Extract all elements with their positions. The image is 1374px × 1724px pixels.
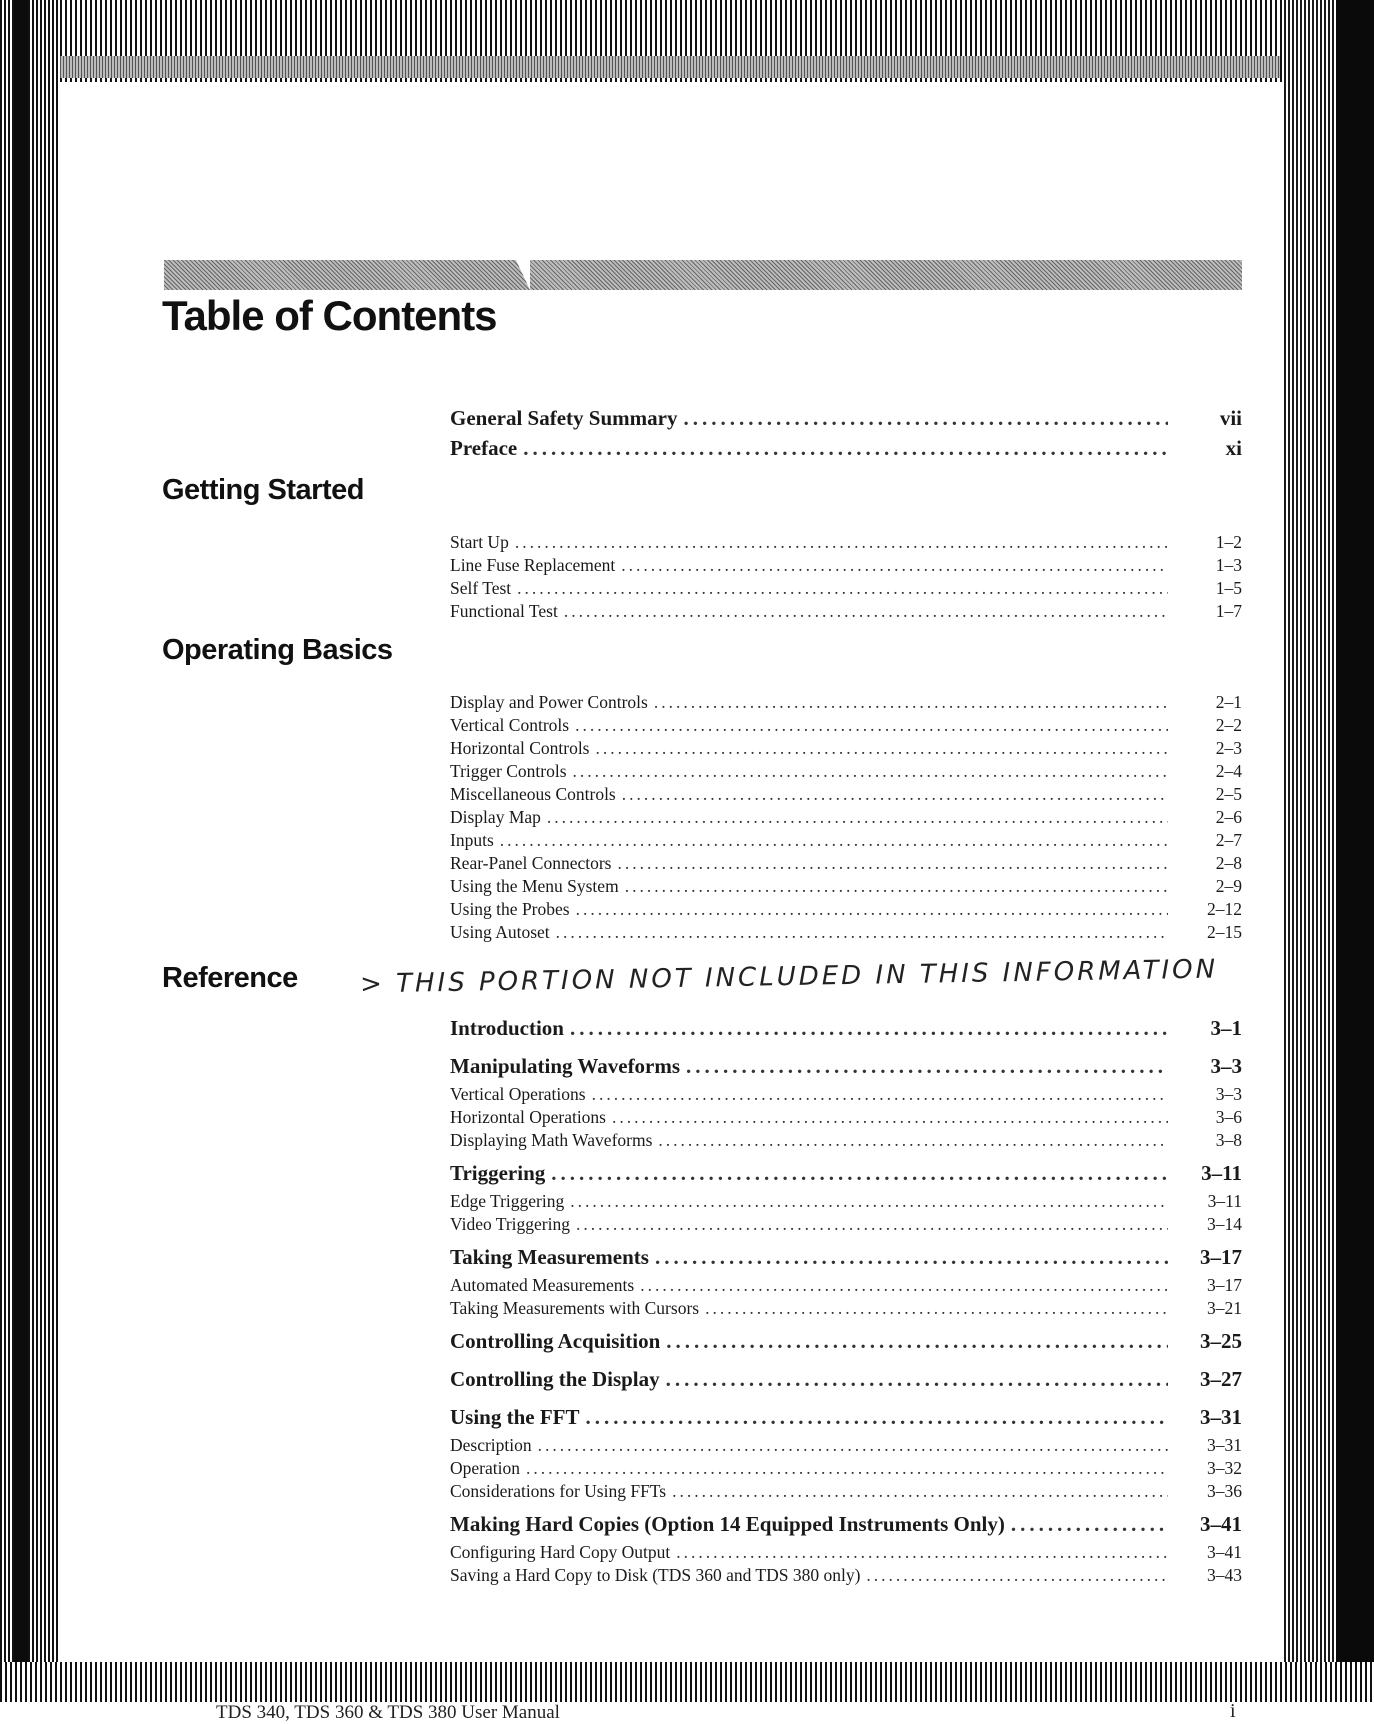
- toc-entry-page: 3–36: [1207, 1481, 1242, 1501]
- leader-dots: [551, 1161, 1168, 1186]
- toc-entry-title: Inputs: [450, 830, 494, 850]
- toc-entry-page: 2–7: [1215, 830, 1242, 850]
- leader-dots: [564, 601, 1168, 622]
- header-rule: [164, 260, 1242, 290]
- toc-entry-title: Operation: [450, 1458, 520, 1478]
- footer-page-number: i: [1230, 1700, 1236, 1722]
- toc-entry-page: 3–14: [1207, 1214, 1242, 1234]
- leader-dots: [523, 436, 1168, 461]
- toc-entry-title: Horizontal Operations: [450, 1107, 606, 1127]
- toc-entry-title: Taking Measurements: [450, 1245, 649, 1269]
- toc-entry-page: 2–6: [1215, 807, 1242, 827]
- toc-entry-page: 1–7: [1215, 601, 1242, 621]
- toc-entry: [450, 692, 1242, 715]
- toc-entry-sub: [450, 1130, 1242, 1153]
- toc-entry-page: 2–8: [1215, 853, 1242, 873]
- toc-entry-page: 2–3: [1215, 738, 1242, 758]
- getting-started-list: [450, 532, 1242, 624]
- leader-dots: [556, 922, 1168, 943]
- toc-entry-major: [450, 1245, 1242, 1275]
- toc-entry-title: Functional Test: [450, 601, 558, 621]
- scan-border-bottom: [0, 1662, 1374, 1702]
- toc-entry-major: [450, 1161, 1242, 1191]
- toc-entry-title: Triggering: [450, 1161, 546, 1185]
- leader-dots: [666, 1329, 1168, 1354]
- leader-dots: [640, 1275, 1168, 1296]
- toc-entry-page: vii: [1219, 406, 1242, 430]
- section-heading-reference: Reference: [162, 962, 298, 994]
- toc-entry-title: Miscellaneous Controls: [450, 784, 616, 804]
- toc-entry-page: 3–27: [1200, 1367, 1242, 1391]
- toc-entry: [450, 532, 1242, 555]
- toc-entry: [450, 784, 1242, 807]
- toc-entry-title: Introduction: [450, 1016, 564, 1040]
- toc-entry: [450, 406, 1242, 436]
- toc-entry: [450, 436, 1242, 466]
- toc-entry-title: Start Up: [450, 532, 509, 552]
- page-title: Table of Contents: [162, 292, 497, 339]
- operating-basics-list: [450, 692, 1242, 945]
- toc-entry-sub: [450, 1458, 1242, 1481]
- leader-dots: [547, 807, 1168, 828]
- toc-entry-sub: [450, 1565, 1242, 1588]
- leader-dots: [658, 1130, 1168, 1151]
- toc-entry-title: Preface: [450, 436, 518, 460]
- leader-dots: [500, 830, 1168, 851]
- toc-entry-title: Vertical Controls: [450, 715, 570, 735]
- leader-dots: [654, 692, 1168, 713]
- toc-entry: [450, 853, 1242, 876]
- front-matter-list: [450, 406, 1242, 466]
- toc-entry-page: 2–5: [1215, 784, 1242, 804]
- toc-entry-title: Configuring Hard Copy Output: [450, 1542, 671, 1562]
- toc-entry-page: 2–4: [1215, 761, 1242, 781]
- toc-entry-title: Vertical Operations: [450, 1084, 586, 1104]
- toc-entry-major: [450, 1367, 1242, 1397]
- document-page: [68, 82, 1278, 1723]
- leader-dots: [683, 406, 1168, 431]
- leader-dots: [586, 1405, 1168, 1430]
- toc-entry-title: Controlling the Display: [450, 1367, 660, 1391]
- toc-entry-sub: [450, 1542, 1242, 1565]
- toc-entry-page: 3–11: [1207, 1191, 1242, 1211]
- toc-entry-title: Trigger Controls: [450, 761, 567, 781]
- section-heading-getting-started: Getting Started: [162, 474, 364, 506]
- leader-dots: [666, 1367, 1168, 1392]
- toc-entry-title: Horizontal Controls: [450, 738, 590, 758]
- toc-entry-sub: [450, 1214, 1242, 1237]
- toc-entry-page: xi: [1225, 436, 1242, 460]
- toc-entry-title: Taking Measurements with Cursors: [450, 1298, 700, 1318]
- toc-entry-title: Automated Measurements: [450, 1275, 635, 1295]
- toc-entry-title: Displaying Math Waveforms: [450, 1130, 653, 1150]
- leader-dots: [576, 899, 1168, 920]
- toc-entry-page: 3–32: [1207, 1458, 1242, 1478]
- toc-entry-page: 2–15: [1207, 922, 1242, 942]
- toc-entry-page: 3–11: [1201, 1161, 1242, 1185]
- toc-entry-title: Using the FFT: [450, 1405, 580, 1429]
- toc-entry-title: Display and Power Controls: [450, 692, 648, 712]
- section-heading-operating-basics: Operating Basics: [162, 634, 393, 666]
- toc-entry-major: [450, 1054, 1242, 1084]
- toc-entry-page: 3–1: [1210, 1016, 1242, 1040]
- toc-entry-page: 2–1: [1215, 692, 1242, 712]
- toc-entry-page: 3–31: [1207, 1435, 1242, 1455]
- toc-entry-page: 2–2: [1215, 715, 1242, 735]
- scan-border-left: [0, 0, 60, 1702]
- leader-dots: [538, 1435, 1168, 1456]
- leader-dots: [866, 1565, 1168, 1586]
- toc-entry-sub: [450, 1435, 1242, 1458]
- leader-dots: [596, 738, 1169, 759]
- toc-entry-sub: [450, 1275, 1242, 1298]
- leader-dots: [686, 1054, 1168, 1079]
- toc-entry-major: [450, 1329, 1242, 1359]
- toc-entry: [450, 601, 1242, 624]
- leader-dots: [515, 532, 1168, 553]
- toc-entry: [450, 555, 1242, 578]
- toc-entry-page: 3–17: [1207, 1275, 1242, 1295]
- toc-entry-sub: [450, 1481, 1242, 1504]
- toc-entry: [450, 738, 1242, 761]
- toc-entry-sub: [450, 1107, 1242, 1130]
- toc-entry-page: 3–17: [1200, 1245, 1242, 1269]
- toc-entry-title: Description: [450, 1435, 532, 1455]
- toc-entry-title: Video Triggering: [450, 1214, 570, 1234]
- toc-entry-sub: [450, 1191, 1242, 1214]
- toc-entry-page: 3–3: [1215, 1084, 1242, 1104]
- toc-entry-page: 3–25: [1200, 1329, 1242, 1353]
- toc-entry: [450, 922, 1242, 945]
- leader-dots: [526, 1458, 1168, 1479]
- toc-entry-title: Using the Probes: [450, 899, 570, 919]
- toc-entry-page: 3–3: [1210, 1054, 1242, 1078]
- toc-entry-page: 3–6: [1215, 1107, 1242, 1127]
- toc-entry-page: 3–31: [1200, 1405, 1242, 1429]
- leader-dots: [592, 1084, 1168, 1105]
- toc-entry-page: 3–41: [1200, 1512, 1242, 1536]
- leader-dots: [672, 1481, 1168, 1502]
- toc-entry: [450, 578, 1242, 601]
- toc-entry-title: Considerations for Using FFTs: [450, 1481, 667, 1501]
- toc-entry-page: 1–3: [1215, 555, 1242, 575]
- toc-entry-page: 3–43: [1207, 1565, 1242, 1585]
- leader-dots: [625, 876, 1168, 897]
- toc-entry-sub: [450, 1298, 1242, 1321]
- toc-entry-title: General Safety Summary: [450, 406, 678, 430]
- scan-strip: [60, 56, 1280, 78]
- leader-dots: [576, 1214, 1168, 1235]
- reference-list: [450, 1016, 1242, 1588]
- toc-entry-major: [450, 1405, 1242, 1435]
- toc-entry-page: 1–2: [1215, 532, 1242, 552]
- leader-dots: [517, 578, 1168, 599]
- leader-dots: [655, 1245, 1168, 1270]
- toc-entry: [450, 830, 1242, 853]
- toc-entry: [450, 899, 1242, 922]
- leader-dots: [570, 1191, 1168, 1212]
- toc-entry-title: Line Fuse Replacement: [450, 555, 616, 575]
- toc-entry-title: Using Autoset: [450, 922, 550, 942]
- toc-entry-page: 3–8: [1215, 1130, 1242, 1150]
- leader-dots: [1011, 1512, 1168, 1537]
- leader-dots: [573, 761, 1168, 782]
- toc-entry-page: 1–5: [1215, 578, 1242, 598]
- toc-entry: [450, 876, 1242, 899]
- leader-dots: [575, 715, 1168, 736]
- toc-entry-page: 3–41: [1207, 1542, 1242, 1562]
- leader-dots: [612, 1107, 1168, 1128]
- footer-manual-title: TDS 340, TDS 360 & TDS 380 User Manual: [216, 1702, 560, 1723]
- leader-dots: [621, 555, 1168, 576]
- toc-entry-major: [450, 1512, 1242, 1542]
- toc-entry: [450, 761, 1242, 784]
- toc-entry-page: 3–21: [1207, 1298, 1242, 1318]
- leader-dots: [705, 1298, 1168, 1319]
- leader-dots: [622, 784, 1168, 805]
- toc-entry-title: Controlling Acquisition: [450, 1329, 661, 1353]
- leader-dots: [676, 1542, 1168, 1563]
- leader-dots: [617, 853, 1168, 874]
- toc-entry-title: Making Hard Copies (Option 14 Equipped Instruments Only): [450, 1512, 1005, 1536]
- toc-entry-title: Manipulating Waveforms: [450, 1054, 681, 1078]
- toc-entry-page: 2–9: [1215, 876, 1242, 896]
- toc-entry-title: Saving a Hard Copy to Disk (TDS 360 and TDS 380 only): [450, 1565, 861, 1585]
- toc-entry-major: [450, 1016, 1242, 1046]
- toc-entry-title: Rear-Panel Connectors: [450, 853, 612, 873]
- toc-entry-title: Display Map: [450, 807, 541, 827]
- handwritten-note: > THIS PORTION NOT INCLUDED IN THIS INFORMATION: [359, 954, 1219, 1000]
- toc-entry: [450, 715, 1242, 738]
- toc-entry-sub: [450, 1084, 1242, 1107]
- toc-entry-title: Self Test: [450, 578, 512, 598]
- leader-dots: [570, 1016, 1168, 1041]
- toc-entry-title: Using the Menu System: [450, 876, 619, 896]
- toc-entry: [450, 807, 1242, 830]
- toc-entry-page: 2–12: [1207, 899, 1242, 919]
- toc-entry-title: Edge Triggering: [450, 1191, 565, 1211]
- scan-border-right: [1284, 0, 1374, 1702]
